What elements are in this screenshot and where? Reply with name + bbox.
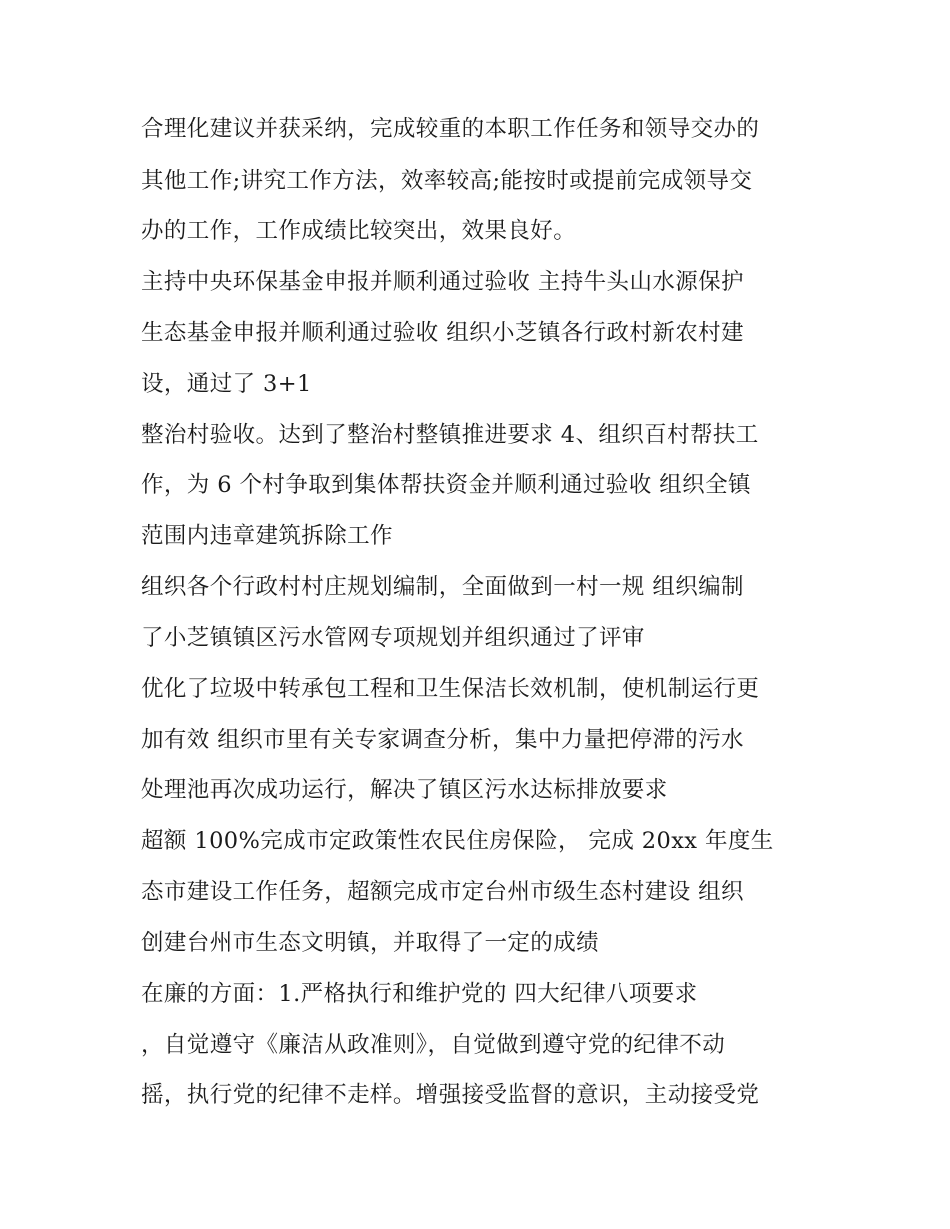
text-line: 作，为 6 个村争取到集体帮扶资金并顺利通过验收 组织全镇 <box>141 472 751 498</box>
text-line: 生态基金申报并顺利通过验收 组织小芝镇各行政村新农村建 <box>141 320 744 346</box>
text-line: 加有效 组织市里有关专家调查分析，集中力量把停滞的污水 <box>141 727 744 753</box>
text-line: 处理池再次成功运行，解决了镇区污水达标排放要求 <box>141 777 668 803</box>
text-line: ，自觉遵守《廉洁从政准则》，自觉做到遵守党的纪律不动 <box>141 1032 726 1058</box>
text-line: 创建台州市生态文明镇，并取得了一定的成绩 <box>141 930 600 956</box>
text-line: 整治村验收。达到了整治村整镇推进要求 4、组织百村帮扶工 <box>141 422 759 448</box>
text-line: 设，通过了 3+1 <box>141 371 312 397</box>
text-line: 其他工作;讲究工作方法，效率较高;能按时或提前完成领导交 <box>141 168 753 194</box>
text-line: 摇，执行党的纪律不走样。增强接受监督的意识，主动接受党 <box>141 1082 760 1108</box>
text-line: 在廉的方面：1.严格执行和维护党的 四大纪律八项要求 <box>141 981 698 1007</box>
text-line: 了小芝镇镇区污水管网专项规划并组织通过了评审 <box>141 625 645 651</box>
text-line: 范围内违章建筑拆除工作 <box>141 523 393 549</box>
text-line: 优化了垃圾中转承包工程和卫生保洁长效机制，使机制运行更 <box>141 676 760 702</box>
text-line: 组织各个行政村村庄规划编制，全面做到一村一规 组织编制 <box>141 574 744 600</box>
text-line: 态市建设工作任务，超额完成市定台州市级生态村建设 组织 <box>141 879 744 905</box>
text-line: 合理化建议并获采纳，完成较重的本职工作任务和领导交办的 <box>141 116 760 142</box>
text-line: 办的工作，工作成绩比较突出，效果良好。 <box>141 218 577 244</box>
text-line: 主持中央环保基金申报并顺利通过验收 主持牛头山水源保护 <box>141 269 744 295</box>
text-line: 超额 100%完成市定政策性农民住房保险， 完成 20xx 年度生 <box>141 828 774 854</box>
